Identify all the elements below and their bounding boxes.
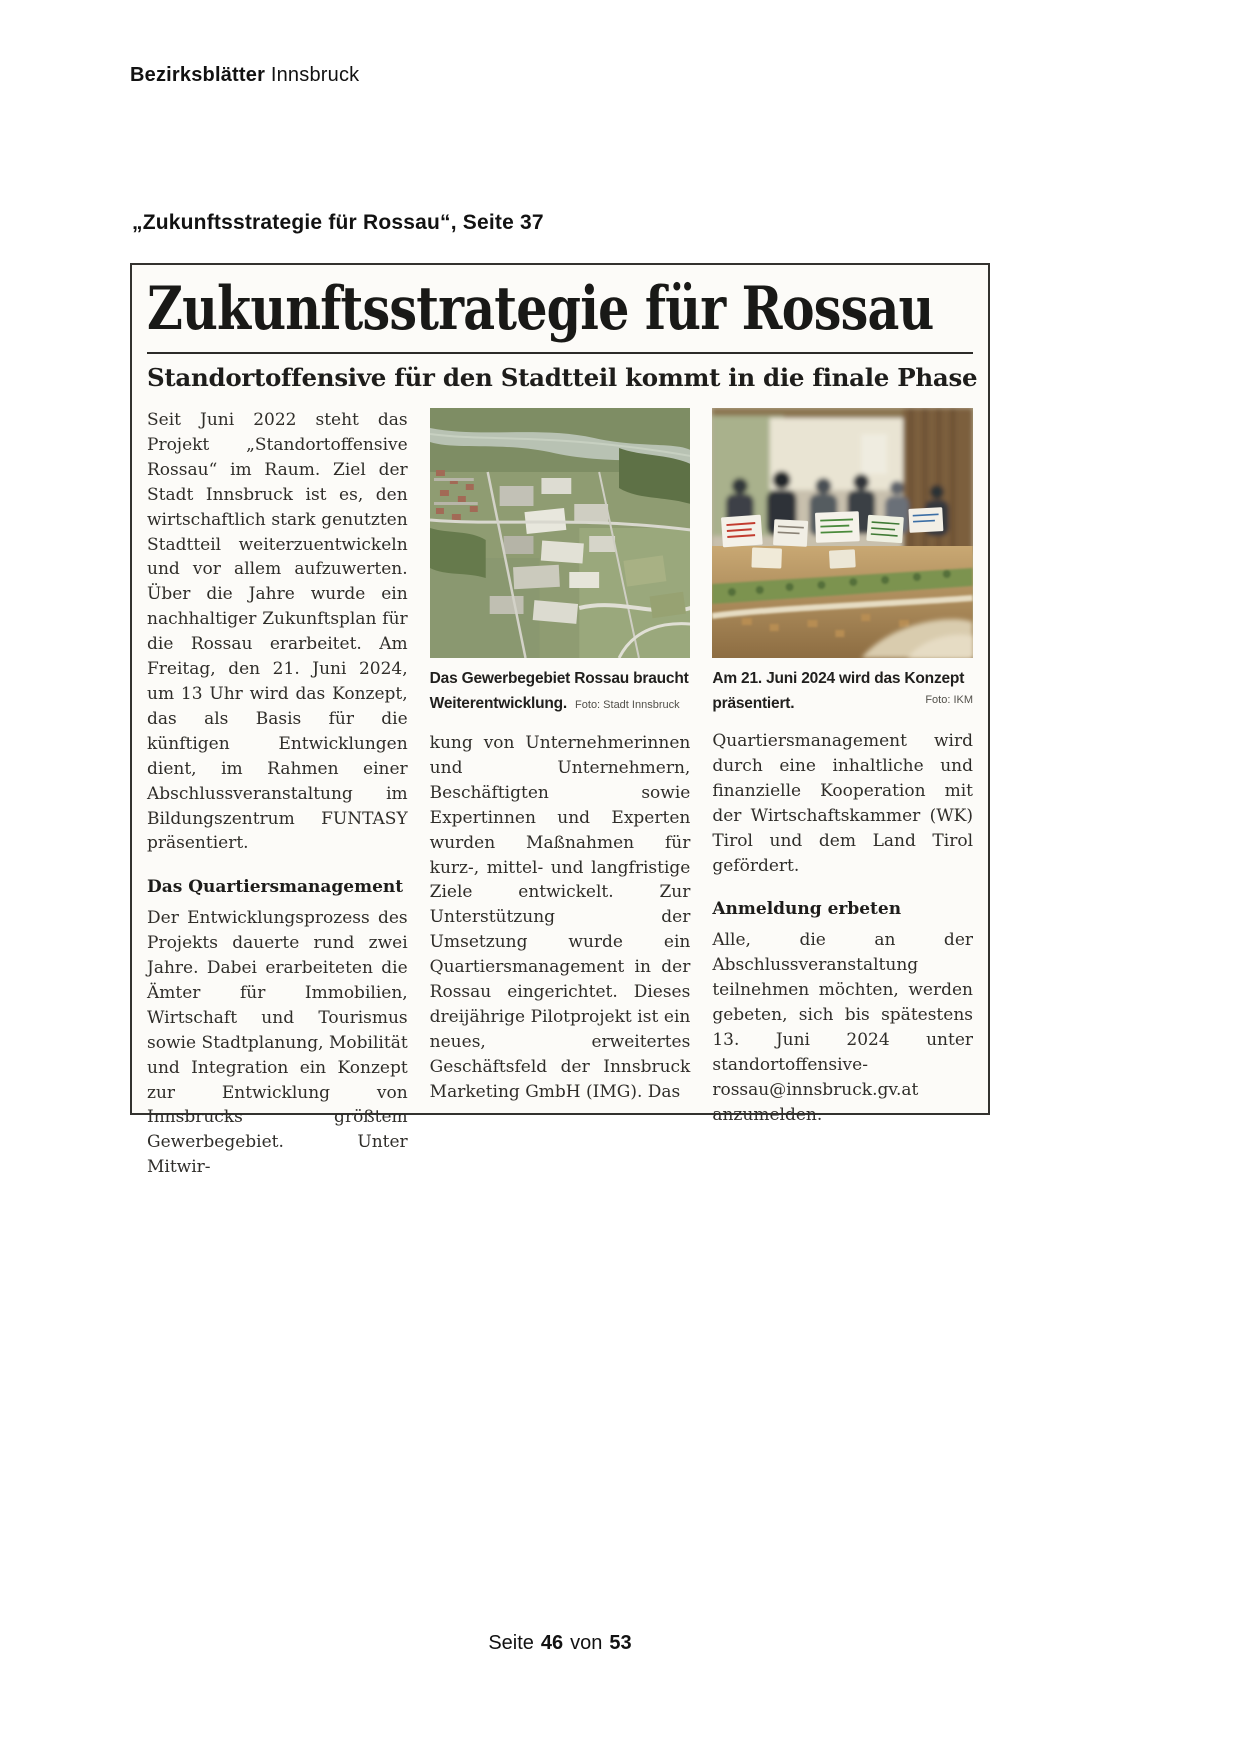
body-paragraph: kung von Unternehmerinnen und Unternehmern, Beschäftigten sowie Expertinnen und Experten wurden Maßnahmen für kurz-, mittel- und langfristige Ziele entwickelt. Zur Unterstützung der Umsetzung wurde ein Quartiersmanagement in der Rossau eingerichtet. Dieses dreijährige Pilotprojekt ist ein neues, erweitertes Geschäftsfeld der Innsbruck Marketing GmbH (IMG). Das — [429, 733, 691, 1102]
clipping-title: „Zukunftsstrategie für Rossau“, Seite 37 — [132, 211, 544, 234]
publication-name: Bezirksblätter — [130, 64, 266, 86]
publication-header — [130, 64, 359, 87]
article-columns — [147, 408, 973, 1180]
caption-text: Am 21. Juni 2024 wird das Konzept präsentiert. — [712, 670, 965, 712]
section-subhead-quartiersmanagement: Das Quartiersmanagement — [147, 877, 404, 898]
photo-caption-right — [712, 666, 973, 716]
photo-caption-middle — [430, 666, 691, 718]
article-column-middle — [430, 408, 691, 1180]
publication-region: Innsbruck — [270, 64, 360, 86]
photo-credit: Foto: Stadt Innsbruck — [575, 699, 680, 711]
body-paragraph: Der Entwicklungsprozess des Projekts dauerte rund zwei Jahre. Dabei erarbeiteten die Ämter für Immobilien, Wirtschaft und Tourismus sowie Stadtplanung, Mobilität und Integration ein Konzept zur Entwicklung von Innsbrucks größtem Gewerbegebiet. Unter Mitwir- — [147, 908, 408, 1178]
page-footer — [130, 1632, 990, 1655]
article-column-left — [147, 408, 408, 1180]
body-paragraph: Seit Juni 2022 steht das Projekt „Standortoffensive Rossau“ im Raum. Ziel der Stadt Innsbruck ist es, den wirtschaftlich stark genutzten Stadtteil weiterzuentwickeln und vor allem aufzuwerten. Über die Jahre wurde ein nachhaltiger Zukunftsplan für die Rossau erarbeitet. Am Freitag, den 21. Juni 2024, um 13 Uhr wird das Konzept, das als Basis für die künftigen Entwicklungen dient, im Rahmen einer Abschlussveranstaltung im Bildungszentrum FUNTASY präsentiert. — [147, 410, 408, 854]
article-headline: Zukunftsstrategie für Rossau — [147, 274, 934, 344]
footer-current-page: 46 — [540, 1632, 564, 1654]
footer-total-pages: 53 — [609, 1632, 632, 1654]
footer-label: Seite — [488, 1632, 534, 1654]
photo-credit: Foto: IKM — [925, 694, 974, 706]
newspaper-article — [130, 263, 990, 1178]
caption-text: Das Gewerbegebiet Rossau braucht Weiterentwicklung. — [429, 670, 689, 712]
body-paragraph: Alle, die an der Abschlussveranstaltung teilnehmen möchten, werden gebeten, sich bis spätestens 13. Juni 2024 unter standortoffensive-rossau@innsbruck.gv.at anzumelden. — [712, 930, 974, 1125]
aerial-photo — [430, 408, 691, 658]
footer-separator: von — [570, 1632, 603, 1654]
article-subheadline: Standortoffensive für den Stadtteil kommt in die finale Phase — [147, 363, 978, 392]
section-subhead-anmeldung: Anmeldung erbeten — [712, 899, 902, 920]
article-column-right — [712, 408, 973, 1180]
event-photo — [712, 408, 973, 658]
body-paragraph: Quartiersmanagement wird durch eine inhaltliche und finanzielle Kooperation mit der Wirtschaftskammer (WK) Tirol und dem Land Tirol gefördert. — [712, 731, 974, 876]
headline-divider — [147, 352, 973, 354]
